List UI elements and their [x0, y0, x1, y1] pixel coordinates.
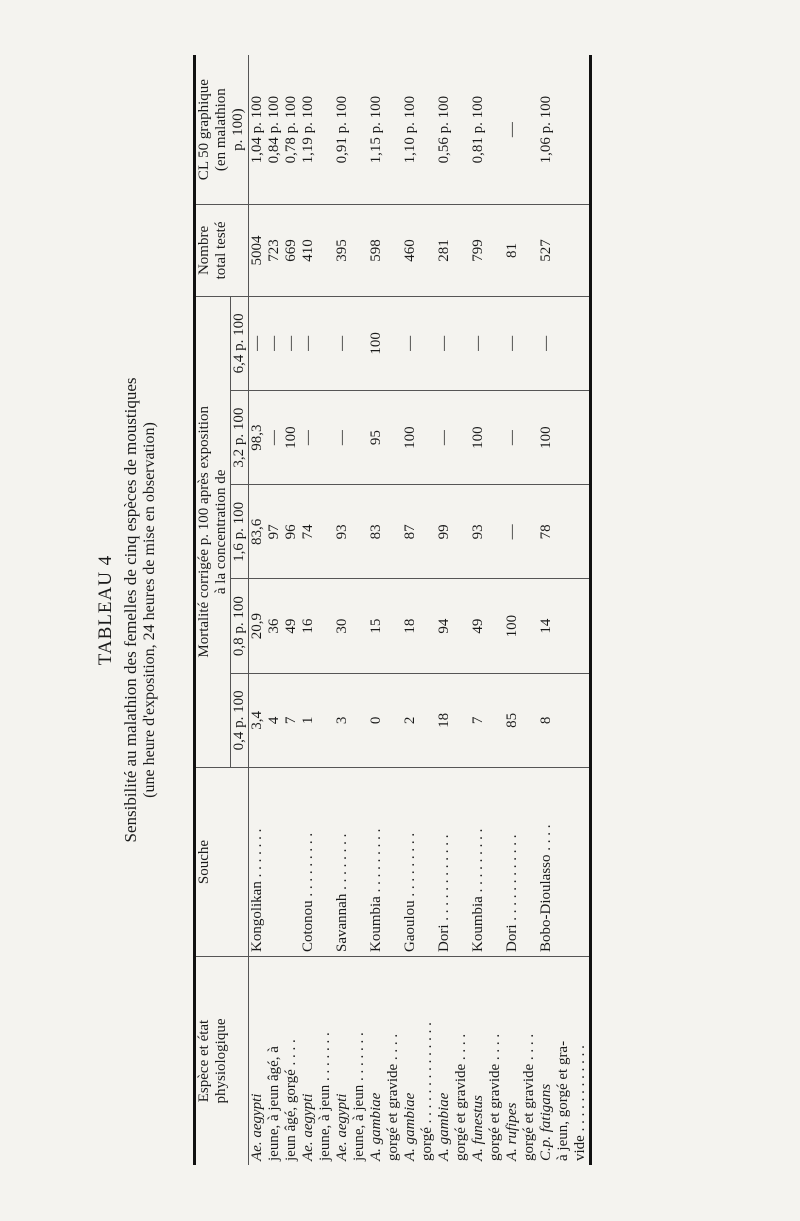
mortality-c32	[470, 390, 504, 484]
souche-cell: Gaoulou . . . . . . . . .	[402, 768, 436, 957]
mortality-c08	[334, 579, 368, 673]
souche-cell: Bobo-Dioulasso . . . .	[538, 768, 591, 957]
cl50-value-value: 1,06 p. 100	[538, 95, 554, 164]
mortality-c04	[470, 673, 504, 767]
species-name: A. gambiae	[402, 1092, 418, 1161]
cl50-value	[470, 55, 504, 205]
table-row	[538, 55, 591, 1165]
mortality-c32-value: 100	[538, 426, 554, 449]
cl50-value-value: 1,19 p. 100	[300, 95, 316, 164]
total-tested	[249, 205, 301, 296]
mortality-c04-value: 7	[283, 716, 299, 725]
mortality-c16	[300, 485, 334, 579]
cl50-value	[436, 55, 470, 205]
mortality-c08	[504, 579, 538, 673]
table-row	[249, 55, 301, 1165]
mortality-c16-value: 87	[402, 524, 418, 540]
mortality-c16	[538, 485, 591, 579]
conc-header-0-4: 0,4 p. 100	[231, 673, 249, 767]
rotated-document-page	[95, 55, 735, 1165]
total-tested-value: 799	[470, 239, 486, 262]
physiological-state: jeune, à jeun . . . . . . .	[351, 1032, 367, 1161]
mortality-c32-value: —	[504, 430, 520, 446]
souche-cell: Kongolikan . . . . . . .	[249, 768, 301, 957]
sensitivity-table	[193, 55, 592, 1165]
table-title: TABLEAU 4	[95, 554, 116, 666]
mortality-c04	[334, 673, 368, 767]
mortality-c08-value: 16	[300, 618, 316, 634]
total-tested	[368, 205, 402, 296]
table-row	[470, 55, 504, 1165]
table-caption-line-1: Sensibilité au malathion des femelles de cinq espèces de moustiques	[121, 377, 140, 843]
species-cell	[334, 957, 368, 1166]
total-tested	[538, 205, 591, 296]
table-row	[300, 55, 334, 1165]
cl50-value-value: 0,78 p. 100	[283, 95, 299, 164]
conc-header-1-6: 1,6 p. 100	[231, 485, 249, 579]
mortality-c64	[334, 296, 368, 390]
mortality-c04-value: 18	[436, 712, 452, 728]
mortality-c04-value: 2	[402, 716, 418, 725]
mortality-c04-value: 8	[538, 716, 554, 725]
mortality-c04	[249, 673, 301, 767]
mortality-c32	[300, 390, 334, 484]
species-cell	[436, 957, 470, 1166]
mortality-header-line-2: à la concentration de	[213, 469, 229, 595]
cl50-value	[368, 55, 402, 205]
mortality-column-header	[195, 296, 231, 767]
mortality-c16	[402, 485, 436, 579]
species-cell	[538, 957, 591, 1166]
mortality-c64	[436, 296, 470, 390]
mortality-c08	[300, 579, 334, 673]
cl50-value-value: 0,56 p. 100	[436, 95, 452, 164]
cl50-value-value: 0,84 p. 100	[266, 95, 282, 164]
mortality-c04-value: 7	[470, 716, 486, 725]
mortality-c08-value: 49	[470, 618, 486, 634]
mortality-c08	[538, 579, 591, 673]
mortality-c08-value: 20,9	[249, 612, 265, 640]
species-cell	[249, 957, 301, 1166]
physiological-state: à jeun, gorgé et gra-	[555, 1040, 571, 1161]
mortality-c16-value: 83	[368, 524, 384, 540]
total-tested-value: 81	[504, 242, 520, 258]
species-name: Ae. aegypti	[334, 1093, 350, 1161]
mortality-c64	[249, 296, 301, 390]
mortality-c16	[368, 485, 402, 579]
souche-cell: Savannah . . . . . . . .	[334, 768, 368, 957]
mortality-c64-value: —	[334, 335, 350, 351]
total-tested-value: 410	[300, 239, 316, 262]
mortality-c32-value: 100	[470, 426, 486, 449]
souche-cell: Cotonou . . . . . . . . .	[300, 768, 334, 957]
mortality-c32	[402, 390, 436, 484]
mortality-c64	[538, 296, 591, 390]
mortality-c32-value: 100	[402, 426, 418, 449]
cl50-header-line-2: (en malathion	[213, 88, 229, 172]
mortality-c64-value: —	[283, 335, 299, 351]
total-header-line-2: total testé	[213, 221, 229, 280]
mortality-c64	[470, 296, 504, 390]
mortality-c32-value: 98,3	[249, 424, 265, 451]
mortality-c16-value: 99	[436, 524, 452, 540]
mortality-c64-value: —	[402, 335, 418, 351]
cl50-value	[402, 55, 436, 205]
mortality-c08-value: 14	[538, 618, 554, 634]
souche-cell: Dori . . . . . . . . . . . .	[436, 768, 470, 957]
mortality-c16-value: 74	[300, 524, 316, 540]
species-name: A. gambiae	[368, 1092, 384, 1161]
total-tested-value: 723	[266, 239, 282, 262]
souche-column-header: Souche	[195, 768, 249, 957]
cl50-value	[249, 55, 301, 205]
species-cell	[368, 957, 402, 1166]
mortality-c04	[538, 673, 591, 767]
mortality-c08	[368, 579, 402, 673]
mortality-c08	[436, 579, 470, 673]
total-tested	[436, 205, 470, 296]
table-row	[402, 55, 436, 1165]
souche-cell: Dori . . . . . . . . . . . .	[504, 768, 538, 957]
table-row	[436, 55, 470, 1165]
mortality-c08	[249, 579, 301, 673]
mortality-c64-value: —	[538, 335, 554, 351]
total-tested	[334, 205, 368, 296]
mortality-c32	[436, 390, 470, 484]
cl50-value	[504, 55, 538, 205]
mortality-c64	[300, 296, 334, 390]
cl50-value-value: —	[504, 122, 520, 138]
total-header-line-1: Nombre	[196, 225, 212, 276]
physiological-state: gorgé et gravide . . . .	[453, 1033, 469, 1161]
mortality-c64-value: —	[504, 335, 520, 351]
mortality-c32-value: —	[436, 430, 452, 446]
mortality-c16	[334, 485, 368, 579]
species-cell	[402, 957, 436, 1166]
mortality-c16-value: 93	[470, 524, 486, 540]
cl50-header-line-1: CL 50 graphique	[196, 79, 212, 181]
mortality-c32	[334, 390, 368, 484]
mortality-c32	[249, 390, 301, 484]
total-tested-value: 598	[368, 239, 384, 262]
mortality-c16-value: —	[504, 524, 520, 540]
table-row	[504, 55, 538, 1165]
mortality-c32	[538, 390, 591, 484]
total-tested-value: 5004	[249, 235, 265, 266]
mortality-c08	[470, 579, 504, 673]
table-caption-line-2: (une heure d'exposition, 24 heures de mise en observation)	[141, 422, 158, 798]
species-column-header	[195, 957, 249, 1166]
physiological-state: gorgé et gravide . . . .	[521, 1033, 537, 1161]
total-tested	[402, 205, 436, 296]
mortality-c04-value: 3,4	[249, 711, 265, 730]
species-header-line-2: physiologique	[213, 1018, 229, 1104]
souche-cell: Koumbia . . . . . . . . .	[470, 768, 504, 957]
mortality-c04	[368, 673, 402, 767]
mortality-c08-value: 18	[402, 618, 418, 634]
physiological-state: vide . . . . . . . . . . . .	[572, 1045, 588, 1161]
mortality-c32-value: —	[266, 430, 282, 446]
species-name: A. rufipes	[504, 1102, 520, 1161]
mortality-c04	[504, 673, 538, 767]
cl50-value	[538, 55, 591, 205]
total-tested	[504, 205, 538, 296]
souche-cell: Koumbia . . . . . . . . .	[368, 768, 402, 957]
mortality-c16	[436, 485, 470, 579]
mortality-c04	[402, 673, 436, 767]
mortality-c08-value: 15	[368, 618, 384, 634]
species-header-line-1: Espèce et état	[196, 1019, 212, 1103]
mortality-c32	[368, 390, 402, 484]
mortality-c64-value: 100	[368, 332, 384, 355]
species-cell	[504, 957, 538, 1166]
cl50-value	[334, 55, 368, 205]
mortality-c16-value: 78	[538, 524, 554, 540]
conc-header-3-2: 3,2 p. 100	[231, 390, 249, 484]
mortality-c08-value: 30	[334, 618, 350, 634]
cl50-value-value: 1,15 p. 100	[368, 95, 384, 164]
table-row	[368, 55, 402, 1165]
mortality-c04-value: 1	[300, 716, 316, 725]
mortality-c32-value: 100	[283, 426, 299, 449]
cl50-header-line-3: p. 100)	[230, 108, 246, 151]
species-name: A. funestus	[470, 1095, 486, 1161]
species-name: Ae. aegypti	[300, 1093, 316, 1161]
total-tested-value: 460	[402, 239, 418, 262]
mortality-c16-value: 93	[334, 524, 350, 540]
mortality-c32-value: 95	[368, 430, 384, 446]
title-block	[95, 55, 159, 1165]
mortality-c16-value: 83,6	[249, 518, 265, 545]
mortality-c04-value: 4	[266, 716, 282, 725]
physiological-state: jeune, à jeun . . . . . . .	[317, 1032, 333, 1161]
mortality-c04-value: 85	[504, 712, 520, 728]
table-body	[249, 55, 591, 1165]
cl50-value	[300, 55, 334, 205]
mortality-c08-value: 49	[283, 618, 299, 634]
mortality-c32	[504, 390, 538, 484]
mortality-c64-value: —	[470, 335, 486, 351]
mortality-c04-value: 3	[334, 716, 350, 725]
cl50-value-value: 1,04 p. 100	[249, 95, 265, 164]
cl50-column-header	[195, 55, 249, 205]
physiological-state: gorgé . . . . . . . . . . . . . .	[419, 1022, 435, 1161]
mortality-c64-value: —	[436, 335, 452, 351]
species-cell	[470, 957, 504, 1166]
physiological-state: gorgé et gravide . . . .	[385, 1033, 401, 1161]
mortality-c64-value: —	[249, 335, 265, 351]
total-tested-value: 669	[283, 239, 299, 262]
total-tested	[470, 205, 504, 296]
mortality-header-line-1: Mortalité corrigée p. 100 après exposition	[196, 406, 212, 658]
mortality-c64-value: —	[266, 335, 282, 351]
physiological-state: jeun âgé, gorgé . . . .	[283, 1039, 299, 1161]
mortality-c04-value: 0	[368, 716, 384, 725]
mortality-c08-value: 94	[436, 618, 452, 634]
physiological-state: gorgé et gravide . . . .	[487, 1033, 503, 1161]
mortality-c32-value: —	[334, 430, 350, 446]
mortality-c08-value: 100	[504, 614, 520, 638]
mortality-c16-value: 97	[266, 524, 282, 540]
mortality-c16	[249, 485, 301, 579]
species-name: C.p. fatigans	[538, 1083, 554, 1161]
mortality-c64	[368, 296, 402, 390]
cl50-value-value: 0,81 p. 100	[470, 95, 486, 164]
species-cell	[300, 957, 334, 1166]
mortality-c04	[436, 673, 470, 767]
table-row	[334, 55, 368, 1165]
mortality-c08	[402, 579, 436, 673]
cl50-value-value: 0,91 p. 100	[334, 95, 350, 164]
mortality-c64	[504, 296, 538, 390]
total-tested-value: 395	[334, 239, 350, 262]
mortality-c08-value: 36	[266, 618, 282, 634]
total-tested	[300, 205, 334, 296]
mortality-c64	[402, 296, 436, 390]
mortality-c04	[300, 673, 334, 767]
conc-header-6-4: 6,4 p. 100	[231, 296, 249, 390]
physiological-state: jeune, à jeun âgé, à	[266, 1046, 282, 1161]
mortality-c16	[504, 485, 538, 579]
mortality-c16-value: 96	[283, 524, 299, 540]
mortality-c32-value: —	[300, 430, 316, 446]
total-tested-value: 281	[436, 239, 452, 262]
conc-header-0-8: 0,8 p. 100	[231, 579, 249, 673]
cl50-value-value: 1,10 p. 100	[402, 95, 418, 164]
total-tested-value: 527	[538, 239, 554, 262]
total-column-header	[195, 205, 249, 296]
mortality-c64-value: —	[300, 335, 316, 351]
species-name: Ae. aegypti	[249, 1093, 265, 1161]
mortality-c16	[470, 485, 504, 579]
species-name: A. gambiae	[436, 1092, 452, 1161]
